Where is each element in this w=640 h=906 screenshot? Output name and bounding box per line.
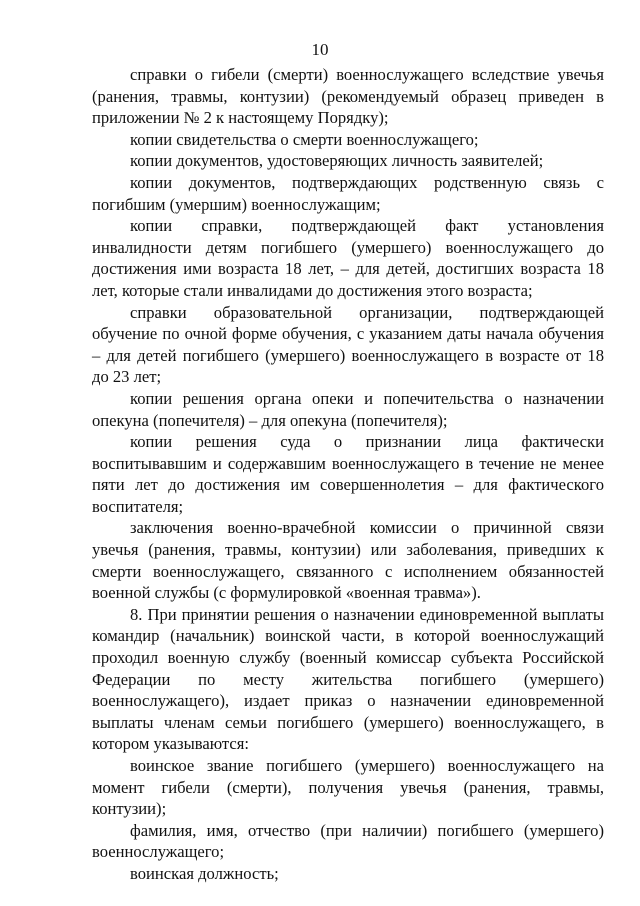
page-number: 10 — [311, 40, 329, 59]
paragraph-military-position: воинская должность; — [130, 863, 279, 883]
paragraph-education-certificate: справки образовательной организации, подтверждающей обучение по очной форме обучения, с указанием даты начала обучения – для детей погибшего (умершего) военнослужащего в возрасте от 18 до 23 лет; — [92, 302, 604, 387]
paragraph-military-rank: воинское звание погибшего (умершего) военнослужащего на момент гибели (смерти), получения увечья (ранения, травмы, контузии); — [92, 756, 604, 819]
paragraph-death-certificate-copy: копии свидетельства о смерти военнослужащего; — [130, 129, 479, 149]
paragraph-court-decision: копии решения суда о признании лица фактически воспитывавшим и содержавшим военнослужащего в течение не менее пяти лет до достижения им совершеннолетия – для фактического воспитателя; — [92, 432, 604, 516]
paragraph-guardianship-decision: копии решения органа опеки и попечительства о назначении опекуна (попечителя) – для опекуна (попечителя); — [92, 388, 604, 430]
paragraph-full-name: фамилия, имя, отчество (при наличии) погибшего (умершего) военнослужащего; — [92, 820, 604, 862]
paragraph-identity-documents: копии документов, удостоверяющих личность заявителей; — [130, 151, 544, 171]
paragraph-disability-certificate: копии справки, подтверждающей факт установления инвалидности детям погибшего (умершего) военнослужащего до достижения ими возраста 18 лет, – для детей, достигших возраста 18 лет, которые стали инвалидами до достижения этого возраста; — [92, 216, 604, 300]
paragraph-death-certificate-reference: справки о гибели (смерти) военнослужащего вследствие увечья (ранения, травмы, контузии) (рекомендуемый образец приведен в приложении № 2 к настоящему Порядку); — [92, 65, 604, 128]
document-body — [92, 64, 604, 885]
paragraph-kinship-documents: копии документов, подтверждающих родственную связь с погибшим (умершим) военнослужащим; — [92, 172, 604, 214]
paragraph-section-8: 8. При принятии решения о назначении единовременной выплаты командир (начальник) воинской части, в которой военнослужащий проходил военную службу (военный комиссар субъекта Российской Федерации по месту жительства погибшего (умершего) военнослужащего), издает приказ о назначении единовременной выплаты членам семьи погибшего (умершего) военнослужащего, в котором указываются: — [92, 604, 604, 754]
paragraph-medical-commission: заключения военно-врачебной комиссии о причинной связи увечья (ранения, травмы, контузии) или заболевания, приведших к смерти военнослужащего, связанного с исполнением обязанностей военной службы (с формулировкой «военная травма»). — [92, 518, 604, 603]
